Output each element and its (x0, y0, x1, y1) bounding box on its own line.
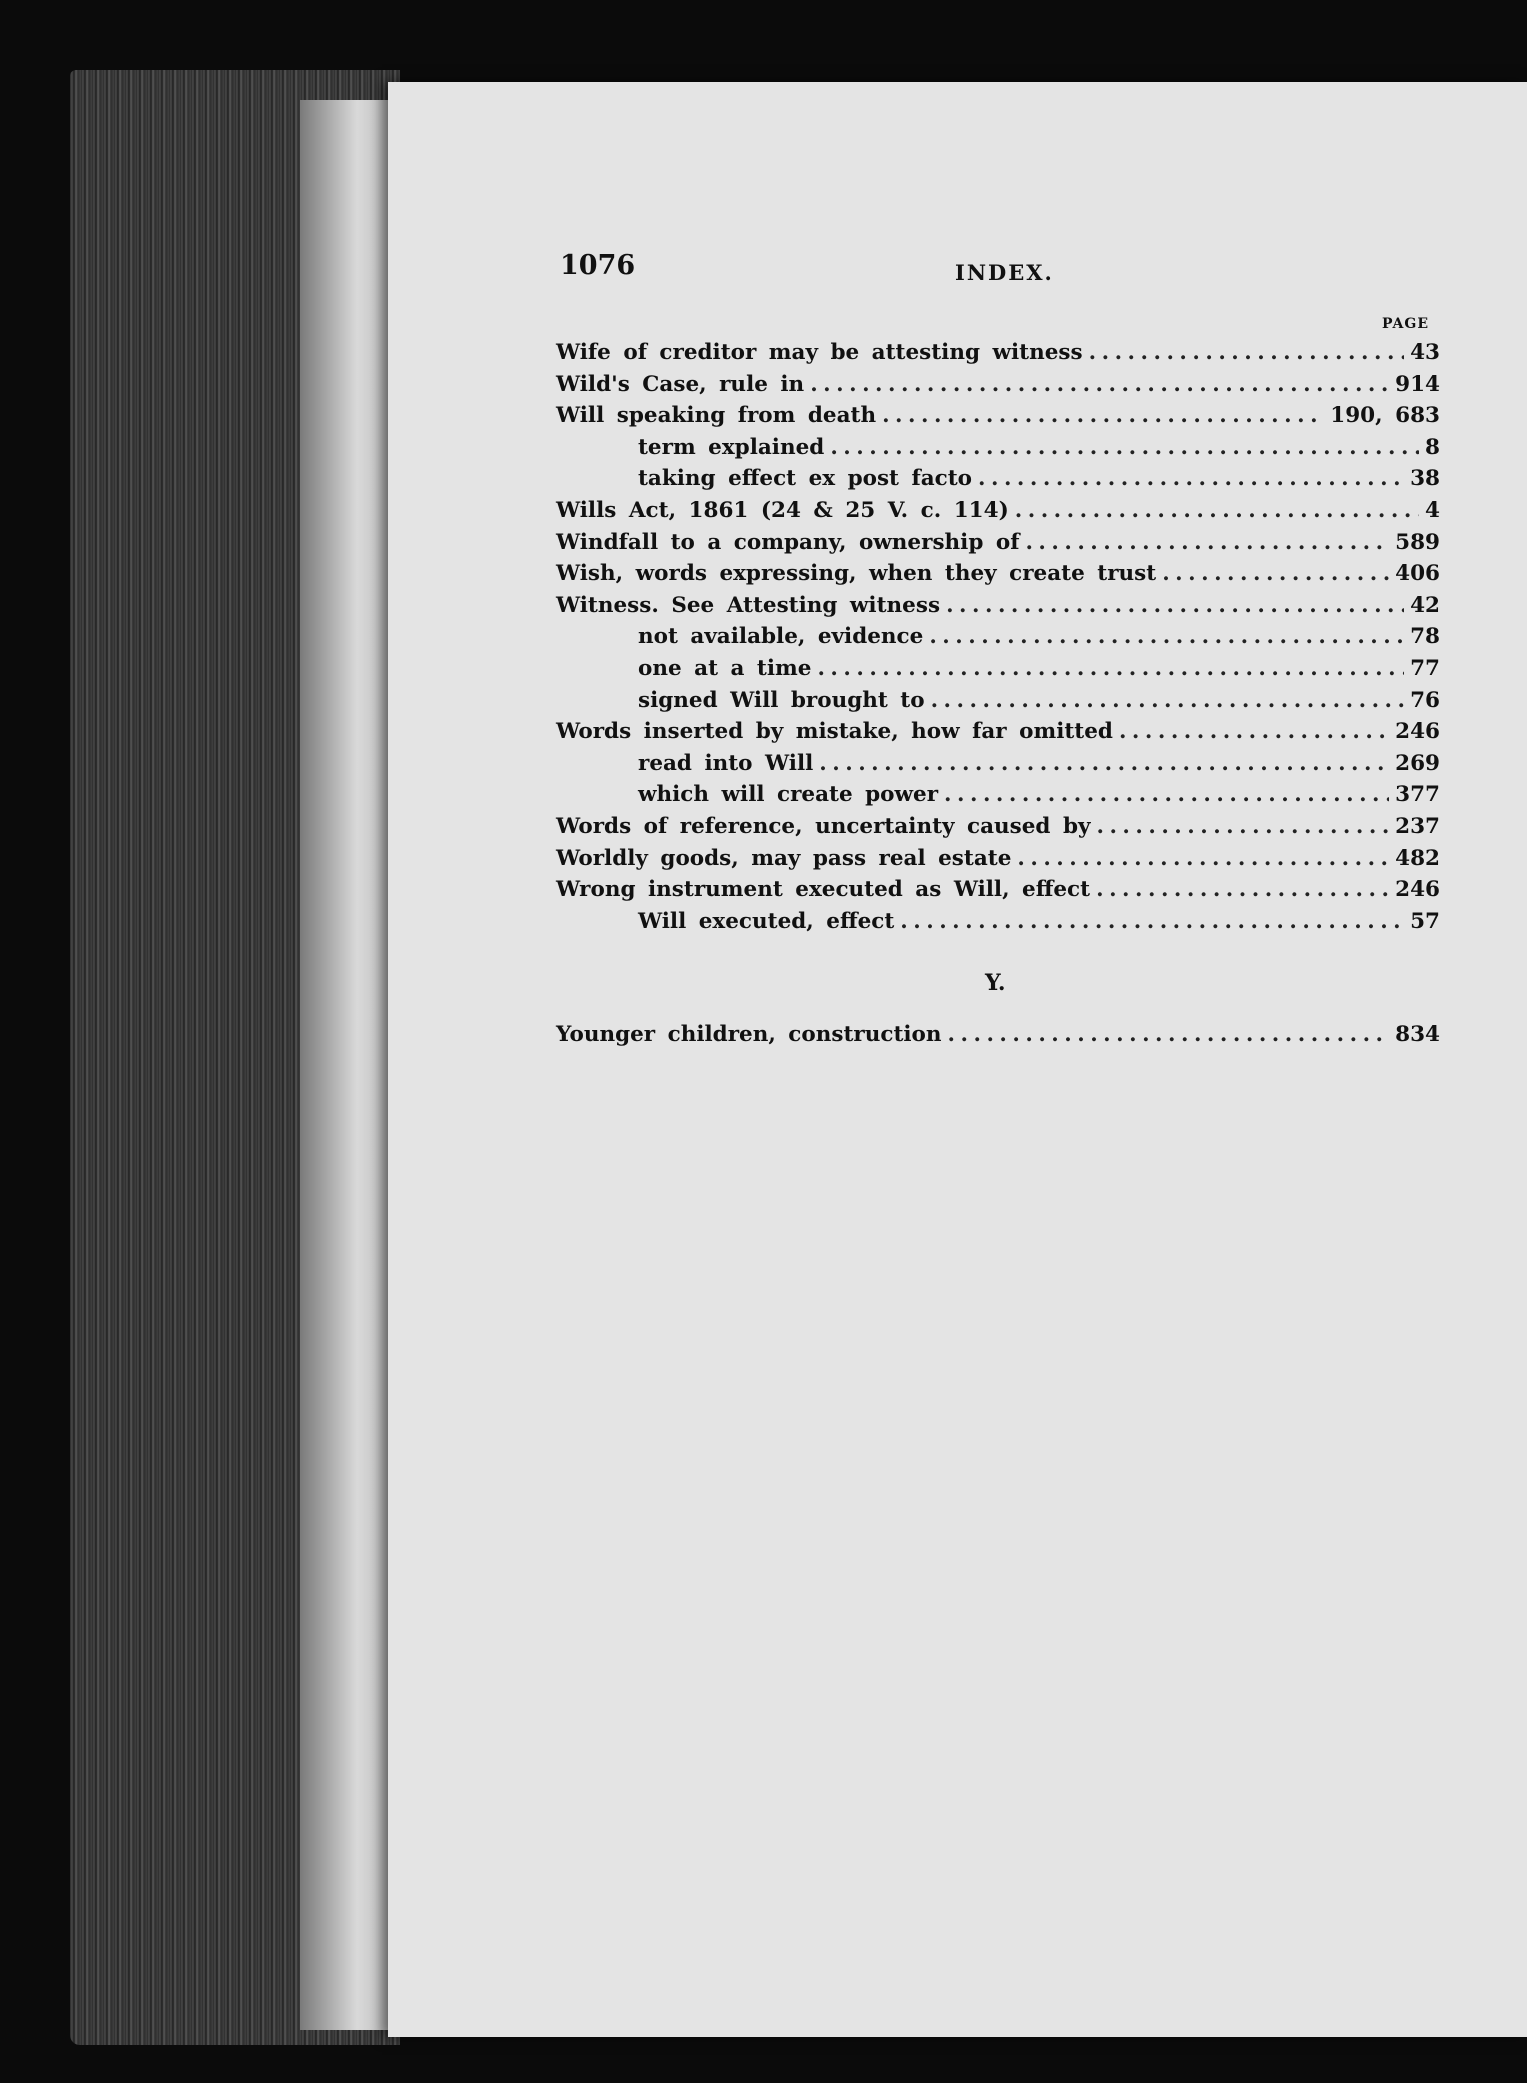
dot-leader (1089, 340, 1404, 365)
entry-text: Words of reference, uncertainty caused by (556, 813, 1091, 839)
dot-leader (931, 688, 1405, 713)
entry-page-ref: 246 (1395, 719, 1440, 745)
entry-page-ref: 377 (1395, 782, 1440, 808)
dot-leader (1015, 498, 1419, 523)
entry-text: taking effect ex post facto (638, 466, 973, 492)
book-gutter (300, 100, 395, 2030)
dot-leader (944, 782, 1389, 807)
entry-text: Wild's Case, rule in (556, 371, 805, 397)
dot-leader (819, 751, 1389, 776)
index-subentry (556, 466, 1440, 498)
entry-page-ref: 76 (1410, 687, 1440, 713)
entry-text: not available, evidence (638, 624, 924, 650)
dot-leader (1162, 561, 1389, 586)
dot-leader (1119, 719, 1389, 744)
entry-text: which will create power (638, 782, 939, 808)
entry-text: Windfall to a company, ownership of (556, 529, 1020, 555)
index-entry (556, 1022, 1440, 1054)
index-entry (556, 403, 1440, 435)
entry-text: Wrong instrument executed as Will, effect (556, 877, 1091, 903)
entry-page-ref: 38 (1410, 466, 1440, 492)
section-letter-y: Y. (985, 970, 1006, 996)
page-number: 1076 (560, 250, 636, 281)
index-entry (556, 340, 1440, 372)
dot-leader (1025, 530, 1389, 555)
page-column-label: PAGE (1382, 316, 1429, 332)
index-subentry (556, 435, 1440, 467)
entry-text: signed Will brought to (638, 687, 925, 713)
dot-leader (978, 466, 1404, 491)
entry-page-ref: 589 (1395, 529, 1440, 555)
index-entry (556, 719, 1440, 751)
entry-text: Worldly goods, may pass real estate (556, 845, 1012, 871)
dot-leader (882, 403, 1324, 428)
dot-leader (1017, 846, 1389, 871)
entry-page-ref: 237 (1395, 813, 1440, 839)
dot-leader (946, 593, 1404, 618)
index-subentry (556, 782, 1440, 814)
index-entry (556, 498, 1440, 530)
entry-page-ref: 43 (1410, 340, 1440, 365)
entry-page-ref: 269 (1395, 750, 1440, 776)
entry-text: one at a time (638, 655, 812, 681)
index-entry (556, 372, 1440, 404)
dot-leader (810, 372, 1389, 397)
entry-text: Words inserted by mistake, how far omitted (556, 719, 1113, 745)
dot-leader (817, 656, 1404, 681)
index-subentry (556, 656, 1440, 688)
entry-page-ref: 42 (1410, 592, 1440, 618)
running-head: INDEX. (955, 260, 1054, 285)
entry-text: Younger children, construction (556, 1022, 942, 1047)
index-entry (556, 877, 1440, 909)
index-entry (556, 846, 1440, 878)
entry-text: Witness. See Attesting witness (556, 592, 941, 618)
dot-leader (830, 435, 1419, 460)
entry-text: Wife of creditor may be attesting witness (556, 340, 1083, 365)
entry-text: term explained (638, 434, 825, 460)
entry-page-ref: 914 (1395, 371, 1440, 397)
entry-page-ref: 190, 683 (1330, 403, 1440, 429)
entry-text: read into Will (638, 750, 814, 776)
dot-leader (948, 1022, 1390, 1047)
index-entry (556, 561, 1440, 593)
dot-leader (900, 909, 1404, 934)
entry-page-ref: 78 (1410, 624, 1440, 650)
dot-leader (1096, 814, 1389, 839)
dot-leader (929, 624, 1404, 649)
index-entry (556, 530, 1440, 562)
entry-text: Wills Act, 1861 (24 & 25 V. c. 114) (556, 497, 1009, 523)
index-subentry (556, 624, 1440, 656)
entry-page-ref: 57 (1410, 908, 1440, 934)
index-entries-w (556, 340, 1440, 940)
entry-page-ref: 482 (1395, 845, 1440, 871)
entry-page-ref: 77 (1410, 655, 1440, 681)
entry-page-ref: 4 (1425, 497, 1440, 523)
dot-leader (1096, 877, 1389, 902)
index-subentry (556, 751, 1440, 783)
index-entry (556, 593, 1440, 625)
index-entries-y (556, 1022, 1440, 1054)
entry-text: Will speaking from death (556, 403, 877, 429)
entry-page-ref: 834 (1395, 1022, 1440, 1047)
entry-page-ref: 8 (1425, 434, 1440, 460)
entry-text: Will executed, effect (638, 908, 895, 934)
index-subentry (556, 909, 1440, 941)
entry-page-ref: 406 (1395, 561, 1440, 587)
entry-text: Wish, words expressing, when they create trust (556, 561, 1157, 587)
index-entry (556, 814, 1440, 846)
index-subentry (556, 688, 1440, 720)
entry-page-ref: 246 (1395, 877, 1440, 903)
